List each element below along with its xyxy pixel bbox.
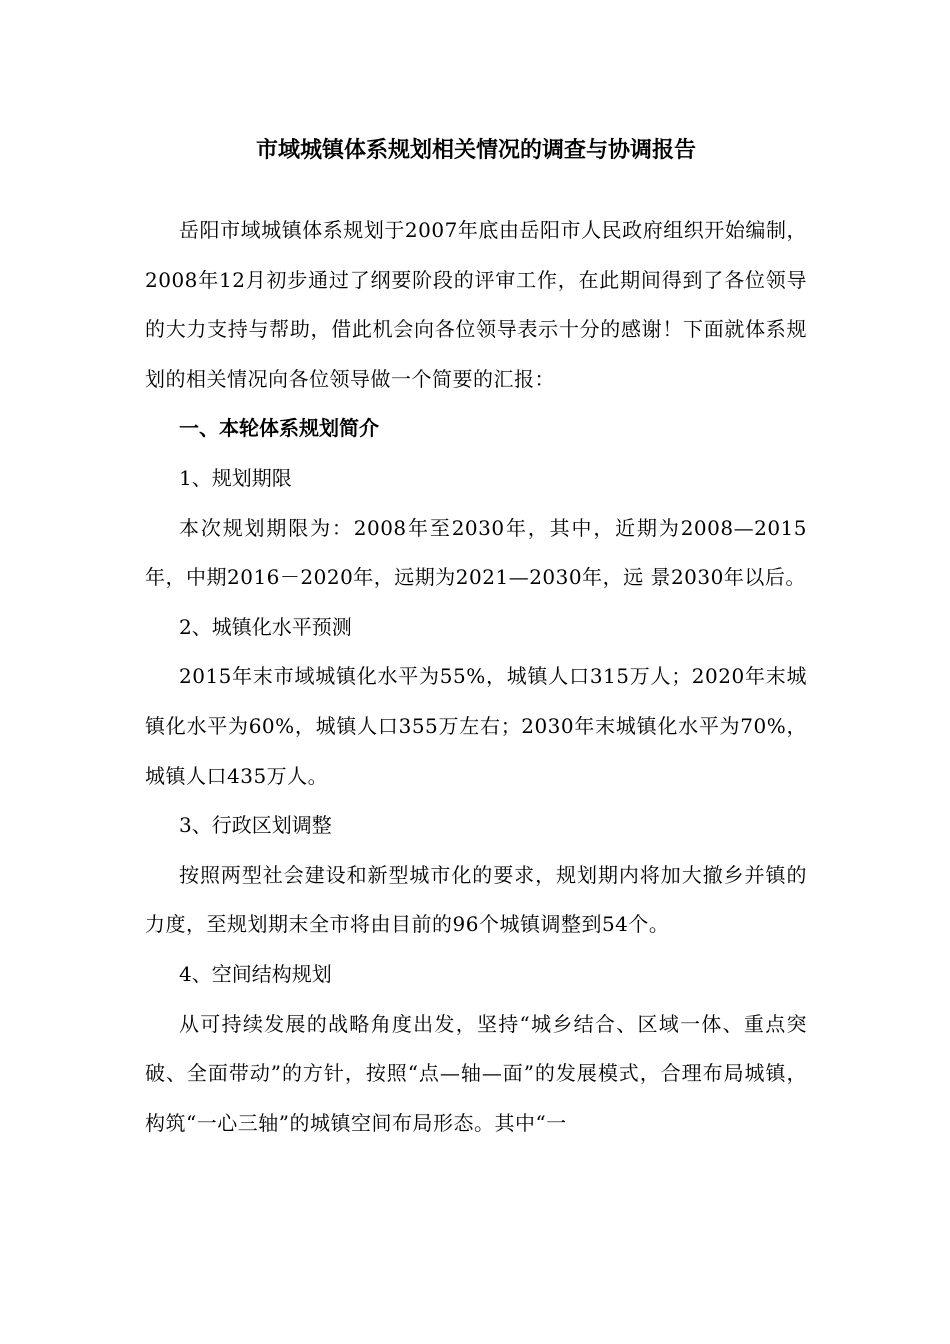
document-page: [145, 0, 807, 1344]
intro-paragraph: 岳阳市域城镇体系规划于2007年底由岳阳市人民政府组织开始编制，2008年12月初步通过了纲要阶段的评审工作，在此期间得到了各位领导的大力支持与帮助，借此机会向各位领导表示十分的感谢！下面就体系规划的相关情况向各位领导做一个简要的汇报：: [145, 218, 807, 391]
item-paragraph-2: 2015年末市域城镇化水平为55%，城镇人口315万人；2020年末城镇化水平为60%，城镇人口355万左右；2030年末城镇化水平为70%，城镇人口435万人。: [145, 664, 807, 788]
item-heading-3: 3、行政区划调整: [179, 813, 332, 838]
document-body: [145, 206, 807, 1148]
item-heading-2: 2、城镇化水平预测: [179, 614, 352, 639]
item-heading-1: 1、规划期限: [179, 465, 292, 490]
item-paragraph-3: 按照两型社会建设和新型城市化的要求，规划期内将加大撤乡并镇的力度，至规划期末全市将由目前的96个城镇调整到54个。: [145, 862, 807, 937]
section-heading-1: 一、本轮体系规划简介: [179, 416, 379, 441]
item-paragraph-4: 从可持续发展的战略角度出发，坚持“城乡结合、区域一体、重点突破、全面带动”的方针，按照“点—轴—面”的发展模式，合理布局城镇，构筑“一心三轴”的城镇空间布局形态。其中“一: [145, 1011, 807, 1135]
item-paragraph-1: 本次规划期限为：2008年至2030年，其中，近期为2008—2015年，中期2016－2020年，远期为2021—2030年，远 景2030年以后。: [145, 515, 807, 590]
item-heading-4: 4、空间结构规划: [179, 961, 332, 986]
document-title: 市域城镇体系规划相关情况的调查与协调报告: [255, 137, 696, 163]
